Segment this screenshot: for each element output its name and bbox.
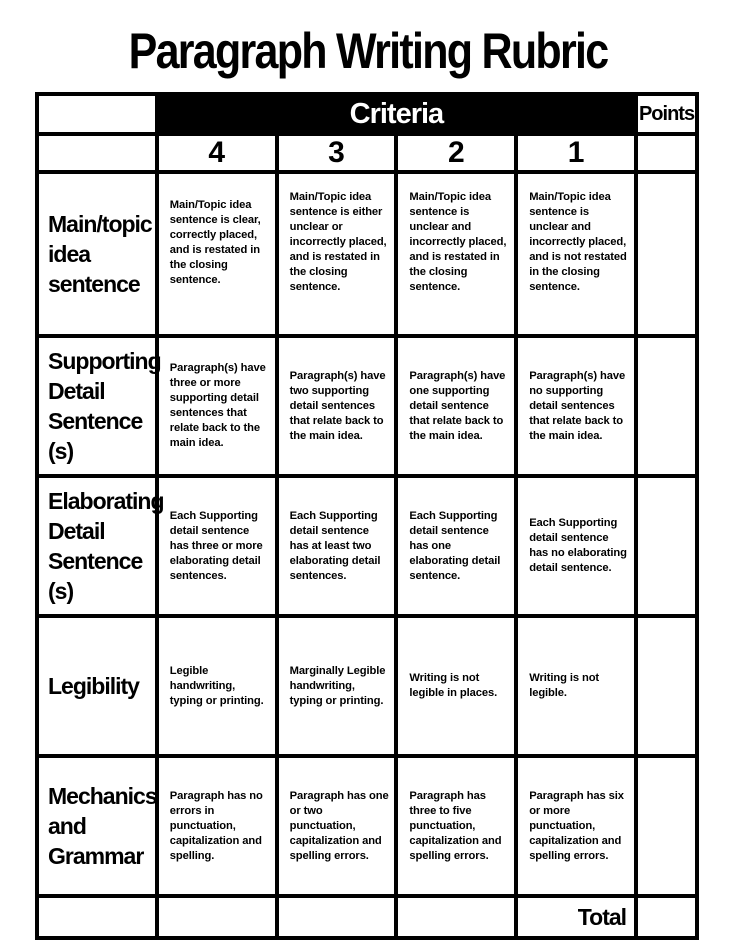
descriptor-cell: Legible handwriting, typing or printing. bbox=[157, 616, 277, 756]
descriptor-cell: Each Supporting detail sentence has one elaborating detail sentence. bbox=[396, 476, 516, 616]
descriptor-cell: Paragraph has no errors in punctuation, capitalization and spelling. bbox=[157, 756, 277, 896]
descriptor-cell: Paragraph has one or two punctuation, capitalization and spelling errors. bbox=[277, 756, 397, 896]
descriptor-cell: Writing is not legible in places. bbox=[396, 616, 516, 756]
criteria-header: Criteria bbox=[157, 94, 636, 134]
level-header-3: 3 bbox=[277, 134, 397, 172]
total-points-cell bbox=[636, 896, 697, 938]
descriptor-cell: Paragraph(s) have no supporting detail sentences that relate back to the main idea. bbox=[516, 336, 636, 476]
descriptor-cell: Main/Topic idea sentence is clear, correctly placed, and is restated in the closing sentence. bbox=[157, 172, 277, 336]
descriptor-cell: Main/Topic idea sentence is unclear and incorrectly placed, and is restated in the closing sentence. bbox=[396, 172, 516, 336]
descriptor-cell: Each Supporting detail sentence has no elaborating detail sentence. bbox=[516, 476, 636, 616]
level-header-4: 4 bbox=[157, 134, 277, 172]
row-label: Main/topic idea sentence bbox=[37, 172, 157, 336]
row-label: Legibility bbox=[37, 616, 157, 756]
descriptor-cell: Paragraph has six or more punctuation, capitalization and spelling errors. bbox=[516, 756, 636, 896]
descriptor-cell: Main/Topic idea sentence is unclear and incorrectly placed, and is not restated in the closing sentence. bbox=[516, 172, 636, 336]
points-cell bbox=[636, 756, 697, 896]
descriptor-cell: Paragraph(s) have three or more supporting detail sentences that relate back to the main idea. bbox=[157, 336, 277, 476]
level-header-1: 1 bbox=[516, 134, 636, 172]
blank-cell bbox=[277, 896, 397, 938]
points-cell bbox=[636, 476, 697, 616]
descriptor-cell: Each Supporting detail sentence has at least two elaborating detail sentences. bbox=[277, 476, 397, 616]
blank-cell bbox=[37, 896, 157, 938]
rubric-row-legibility bbox=[37, 616, 697, 756]
descriptor-cell: Marginally Legible handwriting, typing or printing. bbox=[277, 616, 397, 756]
blank-cell bbox=[396, 896, 516, 938]
points-cell bbox=[636, 336, 697, 476]
points-header: Points bbox=[636, 94, 697, 134]
levels-header-row bbox=[37, 134, 697, 172]
descriptor-cell: Each Supporting detail sentence has three or more elaborating detail sentences. bbox=[157, 476, 277, 616]
criteria-header-row bbox=[37, 94, 697, 134]
descriptor-cell: Paragraph(s) have one supporting detail sentence that relate back to the main idea. bbox=[396, 336, 516, 476]
points-cell bbox=[636, 172, 697, 336]
total-row bbox=[37, 896, 697, 938]
row-label: Mechanics and Grammar bbox=[37, 756, 157, 896]
points-cell bbox=[636, 616, 697, 756]
total-label: Total bbox=[516, 896, 636, 938]
level-header-2: 2 bbox=[396, 134, 516, 172]
blank-cell bbox=[157, 896, 277, 938]
rubric-row-mechanics-grammar bbox=[37, 756, 697, 896]
descriptor-cell: Writing is not legible. bbox=[516, 616, 636, 756]
row-label: Supporting Detail Sentence (s) bbox=[37, 336, 157, 476]
page-title: Paragraph Writing Rubric bbox=[128, 23, 608, 79]
descriptor-cell: Main/Topic idea sentence is either unclear or incorrectly placed, and is restated in the closing sentence. bbox=[277, 172, 397, 336]
descriptor-cell: Paragraph(s) have two supporting detail sentences that relate back to the main idea. bbox=[277, 336, 397, 476]
descriptor-cell: Paragraph has three to five punctuation, capitalization and spelling errors. bbox=[396, 756, 516, 896]
corner-cell bbox=[37, 94, 157, 134]
rubric-row-elaborating-detail bbox=[37, 476, 697, 616]
row-label: Elaborating Detail Sentence (s) bbox=[37, 476, 157, 616]
rubric-row-supporting-detail bbox=[37, 336, 697, 476]
rubric-table bbox=[35, 92, 699, 940]
rubric-row-main-topic bbox=[37, 172, 697, 336]
points-blank-cell bbox=[636, 134, 697, 172]
blank-cell bbox=[37, 134, 157, 172]
